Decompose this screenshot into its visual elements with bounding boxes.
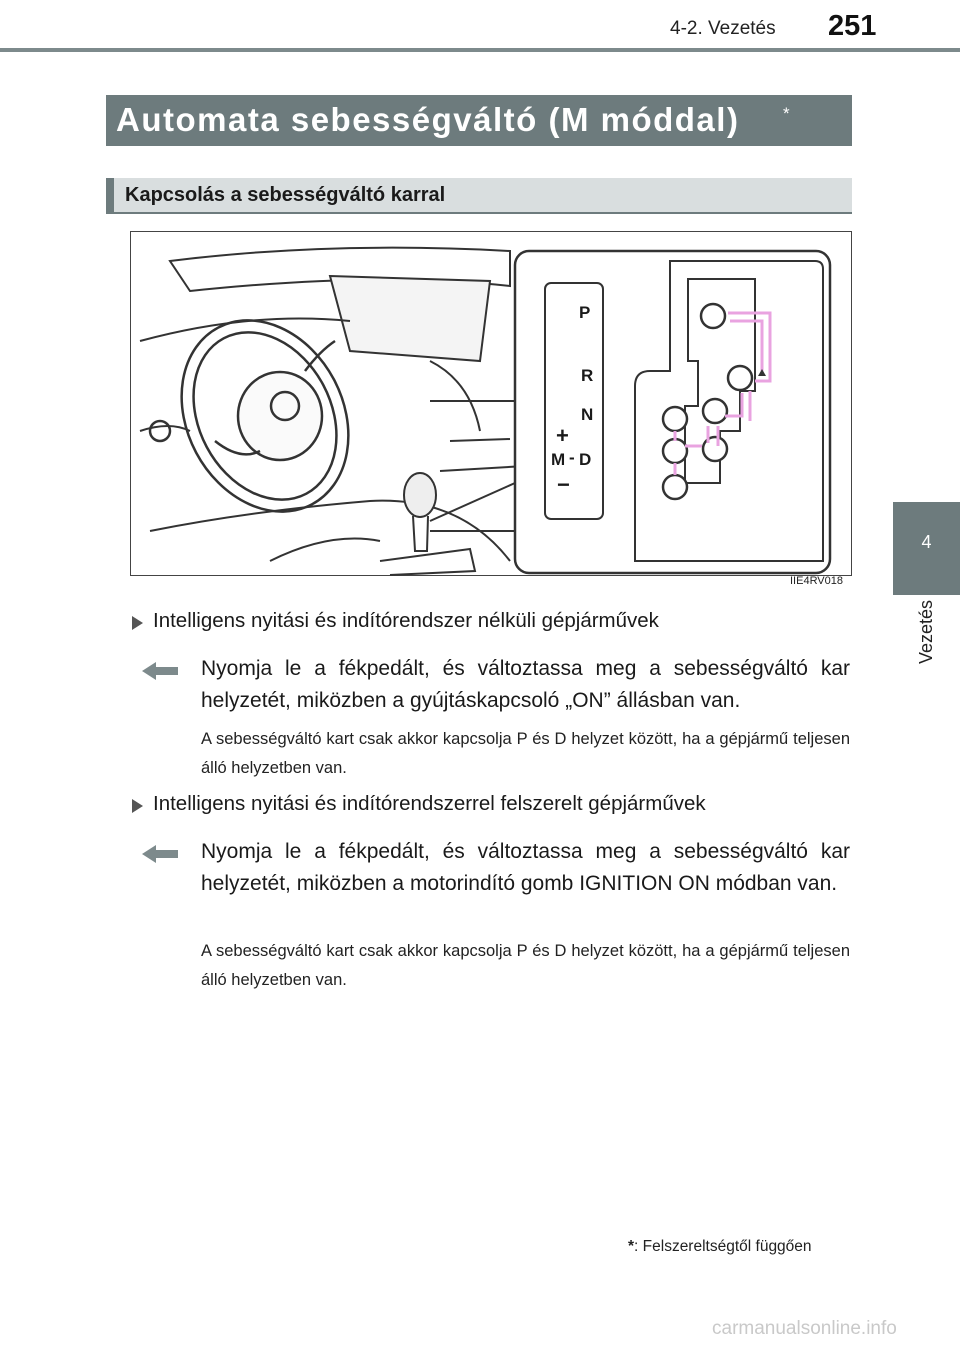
- step-arrow-icon: [142, 660, 178, 682]
- bullet-triangle-icon: [132, 799, 143, 813]
- gear-label-minus: −: [557, 472, 570, 497]
- section-2-instruction: Nyomja le a fékpedált, és változtassa meg a sebességváltó kar helyzetét, miközben a motorindító gomb IGNITION ON módban van.: [201, 840, 850, 895]
- shift-lever-illustration: [130, 231, 852, 591]
- gear-label-m: M: [551, 450, 566, 469]
- gear-label-r: R: [581, 366, 594, 385]
- section-1-note: A sebességváltó kart csak akkor kapcsolja P és D helyzet között, ha a gépjármű teljesen álló helyzetben van.: [201, 730, 850, 777]
- subtitle: Kapcsolás a sebességváltó karral: [125, 184, 446, 206]
- gear-label-dash: -: [569, 448, 575, 467]
- page-number: 251: [828, 10, 877, 42]
- subtitle-accent: [106, 178, 114, 212]
- footnote-asterisk: *: [628, 1238, 635, 1255]
- gear-label-n: N: [581, 405, 594, 424]
- bullet-triangle-icon: [132, 616, 143, 630]
- gear-label-p: P: [579, 303, 591, 322]
- section-2-heading: Intelligens nyitási és indítórendszerrel felszerelt gépjárművek: [153, 792, 706, 815]
- footnote-text: : Felszereltségtől függően: [634, 1238, 812, 1255]
- chapter-title: Vezetés: [916, 600, 936, 665]
- gear-label-d: D: [579, 450, 592, 469]
- page-title: Automata sebességváltó (M móddal): [116, 101, 740, 138]
- section-label: 4-2. Vezetés: [670, 18, 776, 39]
- header-rule: [0, 48, 960, 52]
- chapter-number: 4: [921, 532, 932, 552]
- watermark: carmanualsonline.info: [712, 1318, 897, 1339]
- footnote: [628, 1238, 812, 1256]
- title-asterisk: *: [783, 104, 790, 123]
- subtitle-rule: [106, 212, 852, 214]
- illustration-code: IIE4RV018: [790, 575, 844, 587]
- gear-label-plus: +: [556, 423, 569, 448]
- section-2-note: A sebességváltó kart csak akkor kapcsolja P és D helyzet között, ha a gépjármű teljesen álló helyzetben van.: [201, 942, 850, 989]
- section-1-heading: Intelligens nyitási és indítórendszer nélküli gépjárművek: [153, 609, 659, 632]
- chapter-title-wrap: [893, 600, 960, 680]
- section-1-instruction: Nyomja le a fékpedált, és változtassa meg a sebességváltó kar helyzetét, miközben a gyújtáskapcsoló „ON” állásban van.: [201, 657, 850, 712]
- step-arrow-icon: [142, 843, 178, 865]
